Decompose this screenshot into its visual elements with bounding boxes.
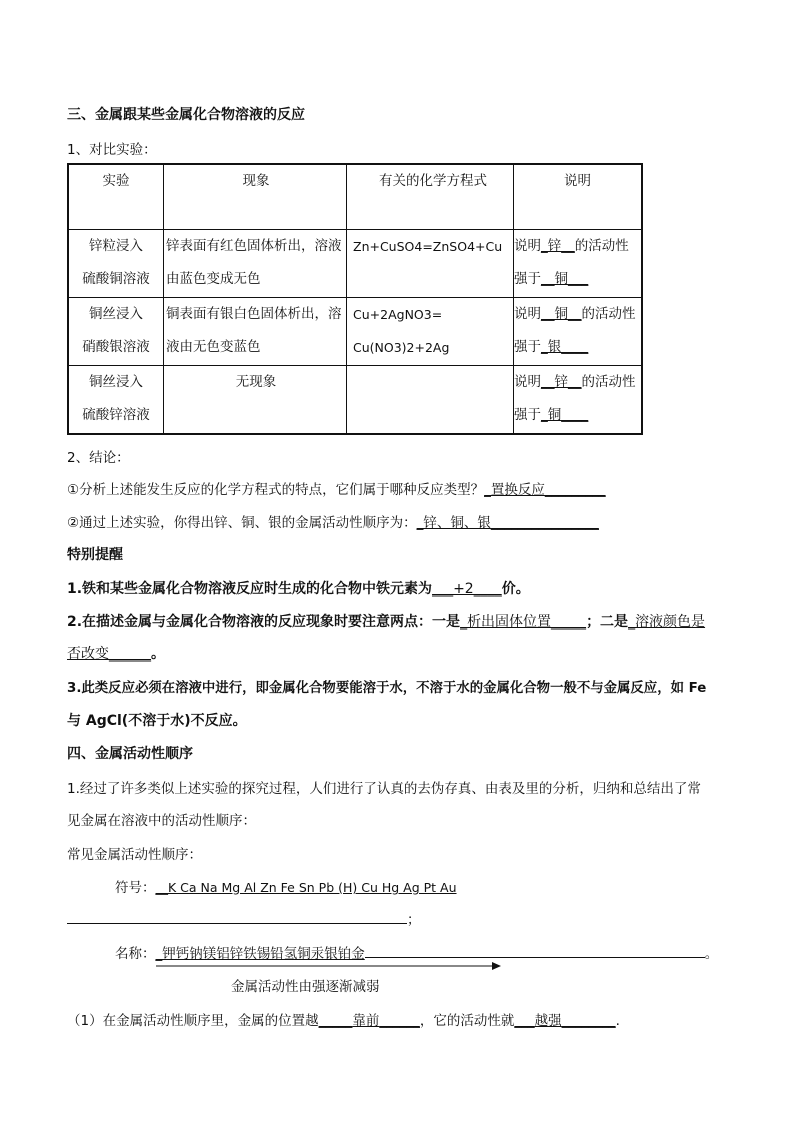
phenomenon-line: 锌表面有红色固体析出，溶液 bbox=[166, 238, 342, 254]
name-end: 。 bbox=[704, 946, 719, 962]
arrow-right-icon bbox=[156, 961, 501, 971]
experiment-table bbox=[67, 163, 643, 435]
explanation-text: 强于 bbox=[514, 339, 541, 355]
explanation-text: 的活动性 bbox=[581, 374, 636, 390]
experiment-line: 铜丝浸入 bbox=[89, 306, 143, 322]
table-header-row bbox=[68, 164, 642, 230]
question-1 bbox=[67, 1009, 620, 1029]
tip-text: 1.铁和某些金属化合物溶液反应时生成的化合物中铁元素为 bbox=[67, 581, 433, 597]
explanation-cell bbox=[514, 366, 643, 435]
equation-cell bbox=[347, 298, 514, 366]
experiment-cell bbox=[68, 298, 164, 366]
table-row bbox=[68, 366, 642, 435]
tips-title: 特别提醒 bbox=[67, 547, 123, 563]
tip-3-line2: 与 AgCl(不溶于水)不反应。 bbox=[67, 713, 247, 729]
arrow-caption: 金属活动性由强逐渐减弱 bbox=[231, 979, 380, 995]
explanation-answer: _铜____ bbox=[541, 407, 589, 423]
question-text: ，它的活动性就 bbox=[419, 1013, 515, 1029]
phenomenon-line: 液由无色变蓝色 bbox=[166, 339, 261, 355]
explanation-cell bbox=[514, 230, 643, 298]
tip-answer: 否改变______ bbox=[67, 646, 151, 662]
activity-order-heading: 常见金属活动性顺序： bbox=[67, 847, 202, 863]
tip-text: 价。 bbox=[501, 581, 530, 597]
equation-cell bbox=[347, 366, 514, 435]
experiment-cell bbox=[68, 230, 164, 298]
conclusion-question: ①分析上述能发生反应的化学方程式的特点，它们属于哪种反应类型？ bbox=[67, 482, 485, 498]
symbol-blank-line bbox=[67, 908, 421, 928]
explanation-answer: __铜___ bbox=[541, 271, 589, 287]
explanation-text: 强于 bbox=[514, 407, 541, 423]
tip-answer: _溶液颜色是 bbox=[628, 614, 706, 630]
conclusion-question: ②通过上述实验，你得出锌、铜、银的金属活动性顺序为： bbox=[67, 515, 417, 531]
explanation-answer: _银____ bbox=[541, 339, 589, 355]
experiment-cell bbox=[68, 366, 164, 435]
explanation-text: 说明 bbox=[514, 374, 541, 390]
name-answer: _钾钙钠镁铝锌铁锡铅氢铜汞银铂金 bbox=[155, 946, 365, 962]
header-equation: 有关的化学方程式 bbox=[347, 164, 514, 230]
conclusion-answer: _置换反应_________ bbox=[484, 482, 606, 498]
header-explanation: 说明 bbox=[514, 164, 643, 230]
explanation-text: 强于 bbox=[514, 271, 541, 287]
symbol-answer: __K Ca Na Mg Al Zn Fe Sn Pb (H) Cu Hg Ag Pt Au bbox=[155, 880, 457, 895]
tip-text: ；二是 bbox=[586, 614, 629, 630]
explanation-answer: __铜__ bbox=[541, 306, 582, 322]
blank-line bbox=[365, 942, 705, 958]
experiment-line: 硫酸锌溶液 bbox=[82, 407, 150, 423]
question-answer: 靠前 bbox=[352, 1013, 380, 1029]
question-text: . bbox=[615, 1013, 620, 1029]
name-label: 名称： bbox=[115, 946, 156, 962]
tip-text: 2.在描述金属与金属化合物溶液的反应现象时要注意两点：一是 bbox=[67, 614, 461, 630]
section-4-paragraph-line2: 见金属在溶液中的活动性顺序： bbox=[67, 813, 256, 829]
phenomenon-line: 由蓝色变成无色 bbox=[166, 271, 261, 287]
phenomenon-line: 无现象 bbox=[235, 374, 277, 390]
conclusion-1 bbox=[67, 478, 606, 498]
phenomenon-cell bbox=[164, 230, 347, 298]
explanation-answer: __锌__ bbox=[541, 374, 582, 390]
table-row bbox=[68, 230, 642, 298]
name-line bbox=[115, 942, 718, 962]
tip-answer: _析出固体位置_____ bbox=[460, 614, 587, 630]
explanation-text: 说明 bbox=[514, 306, 541, 322]
conclusion-2 bbox=[67, 511, 599, 531]
blank-line bbox=[67, 908, 407, 924]
question-blank: ___ bbox=[514, 1013, 535, 1029]
question-blank: ______ bbox=[379, 1013, 420, 1029]
symbol-line bbox=[115, 876, 457, 896]
subsection-comparison-experiment: 1、对比实验： bbox=[67, 142, 157, 158]
explanation-text: 的活动性 bbox=[581, 306, 636, 322]
equation-line: Zn+CuSO4=ZnSO4+Cu bbox=[353, 239, 503, 254]
tip-answer: ___+2____ bbox=[432, 581, 502, 597]
explanation-answer: _锌__ bbox=[541, 238, 575, 254]
tip-text: 。 bbox=[151, 646, 165, 662]
phenomenon-cell bbox=[164, 298, 347, 366]
phenomenon-line: 铜表面有银白色固体析出，溶 bbox=[166, 306, 342, 322]
section-4-title: 四、金属活动性顺序 bbox=[67, 746, 193, 762]
tip-1 bbox=[67, 578, 530, 598]
table-row bbox=[68, 298, 642, 366]
equation-cell bbox=[347, 230, 514, 298]
question-text: （1）在金属活动性顺序里，金属的位置越 bbox=[67, 1013, 319, 1029]
explanation-text: 的活动性 bbox=[574, 238, 629, 254]
experiment-line: 硝酸银溶液 bbox=[82, 339, 150, 355]
header-experiment: 实验 bbox=[68, 164, 164, 230]
experiment-line: 锌粒浸入 bbox=[89, 238, 143, 254]
tip-2-cont bbox=[67, 643, 165, 663]
equation-line: Cu+2AgNO3= bbox=[353, 307, 443, 322]
symbol-label: 符号： bbox=[115, 880, 156, 896]
tip-3-line1: 3.此类反应必须在溶液中进行，即金属化合物要能溶于水，不溶于水的金属化合物一般不与金属反应，如 Fe bbox=[67, 681, 707, 696]
symbol-end: ； bbox=[407, 912, 421, 928]
phenomenon-cell bbox=[164, 366, 347, 435]
experiment-line: 硫酸铜溶液 bbox=[82, 271, 150, 287]
question-blank: _____ bbox=[318, 1013, 353, 1029]
explanation-cell bbox=[514, 298, 643, 366]
experiment-line: 铜丝浸入 bbox=[89, 374, 143, 390]
conclusion-answer: _锌、铜、银________________ bbox=[416, 515, 599, 531]
question-blank: ________ bbox=[561, 1013, 616, 1029]
section-4-paragraph-line1: 1.经过了许多类似上述实验的探究过程，人们进行了认真的去伪存真、由表及里的分析，归纳和总结出了常 bbox=[67, 781, 701, 797]
tip-2 bbox=[67, 611, 705, 631]
explanation-text: 说明 bbox=[514, 238, 541, 254]
header-phenomenon: 现象 bbox=[164, 164, 347, 230]
equation-line: Cu(NO3)2+2Ag bbox=[353, 340, 450, 355]
section-3-title: 三、金属跟某些金属化合物溶液的反应 bbox=[67, 107, 305, 123]
question-answer: 越强 bbox=[534, 1013, 562, 1029]
subsection-conclusion: 2、结论： bbox=[67, 450, 130, 466]
